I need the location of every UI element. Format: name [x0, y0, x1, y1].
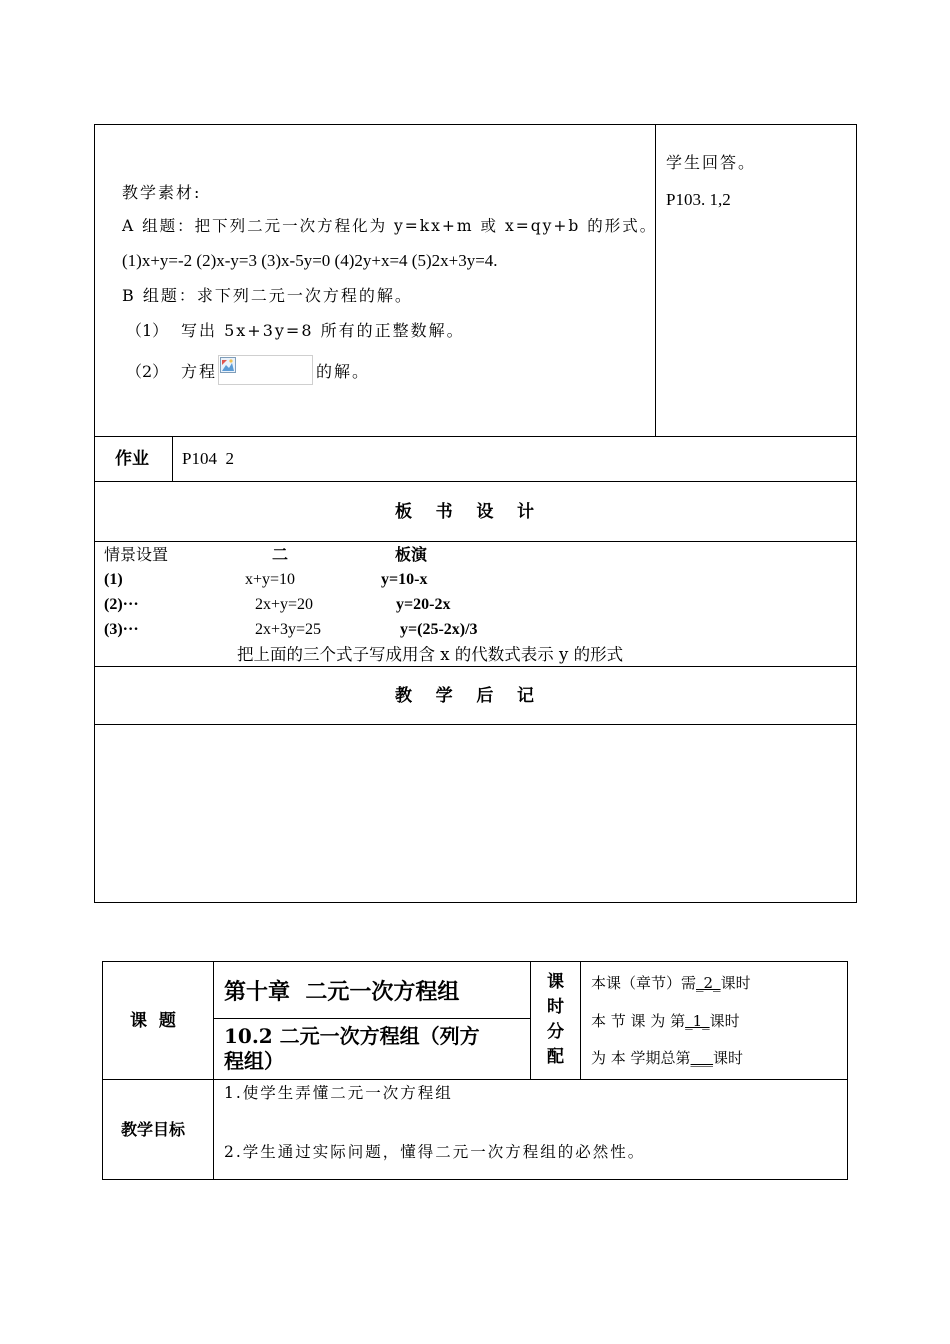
board-row-1-result: y=10-x: [381, 571, 428, 588]
board-header-right: 板演: [395, 545, 428, 564]
b1-number: （1）: [126, 321, 169, 340]
section-title-line2: 程组）: [224, 1049, 284, 1073]
side-student-answer: 学生回答。: [666, 153, 757, 172]
teaching-afterword-title: 教 学 后 记: [395, 686, 535, 706]
board-scene-label: 情景设置: [104, 545, 169, 564]
goal-label: 教学目标: [121, 1120, 186, 1139]
board-row-2-label: (2)···: [104, 596, 139, 613]
alloc-total-value: _2_: [696, 974, 721, 992]
alloc-line-3: 为 本 学期总第___课时: [591, 1049, 744, 1067]
alloc-line-2: 本 节 课 为 第_1_课时: [591, 1012, 740, 1030]
board-row-3-result: y=(25-2x)/3: [400, 621, 478, 638]
topic-label: 课 题: [130, 1011, 176, 1031]
material-heading: 教学素材:: [122, 183, 202, 202]
broken-image-icon: [220, 357, 236, 373]
alloc-char-3: 分: [547, 1022, 564, 1042]
chapter-title: 第十章 二元一次方程组: [224, 979, 460, 1005]
board-row-1-equation: x+y=10: [245, 571, 296, 588]
board-header-mid: 二: [272, 545, 289, 564]
group-a-equations: (1)x+y=-2 (2)x-y=3 (3)x-5y=0 (4)2y+x=4 (5)2x+3y=4.: [122, 251, 498, 270]
b2-prefix: 方程: [181, 362, 218, 381]
board-row-1-label: (1): [104, 571, 123, 588]
b2-suffix: 的解。: [316, 362, 371, 381]
board-row-2-result: y=20-2x: [396, 596, 451, 613]
board-note: 把上面的三个式子写成用含 x 的代数式表示 y 的形式: [237, 645, 624, 664]
alloc-line-1: 本课（章节）需_2_课时: [591, 974, 751, 992]
homework-value: P104 2: [182, 449, 234, 468]
equation-image-placeholder: [218, 355, 313, 385]
b2-number: （2）: [126, 362, 169, 381]
goal-1: 1.使学生弄懂二元一次方程组: [224, 1084, 453, 1102]
board-row-3-equation: 2x+3y=25: [255, 621, 322, 638]
board-row-2-equation: 2x+y=20: [255, 596, 314, 613]
alloc-semester-value: ___: [690, 1049, 714, 1067]
b1-text: 写出 5x+3y=8 所有的正整数解。: [181, 321, 465, 340]
board-design-title: 板 书 设 计: [395, 502, 535, 522]
alloc-char-2: 时: [547, 997, 564, 1017]
alloc-char-4: 配: [547, 1047, 564, 1067]
section-title-line1: 10.2 二元一次方程组（列方: [224, 1024, 480, 1048]
board-row-3-label: (3)···: [104, 621, 139, 638]
group-a-instruction: A 组题：把下列二元一次方程化为 y=kx+m 或 x=qy+b 的形式。: [122, 217, 658, 235]
homework-label: 作业: [115, 449, 149, 469]
goal-2: 2.学生通过实际问题，懂得二元一次方程组的必然性。: [224, 1143, 646, 1161]
alloc-char-1: 课: [547, 972, 564, 992]
group-b-instruction: B 组题：求下列二元一次方程的解。: [122, 286, 413, 305]
side-page-ref: P103. 1,2: [666, 190, 731, 209]
alloc-current-value: _1_: [685, 1012, 710, 1030]
